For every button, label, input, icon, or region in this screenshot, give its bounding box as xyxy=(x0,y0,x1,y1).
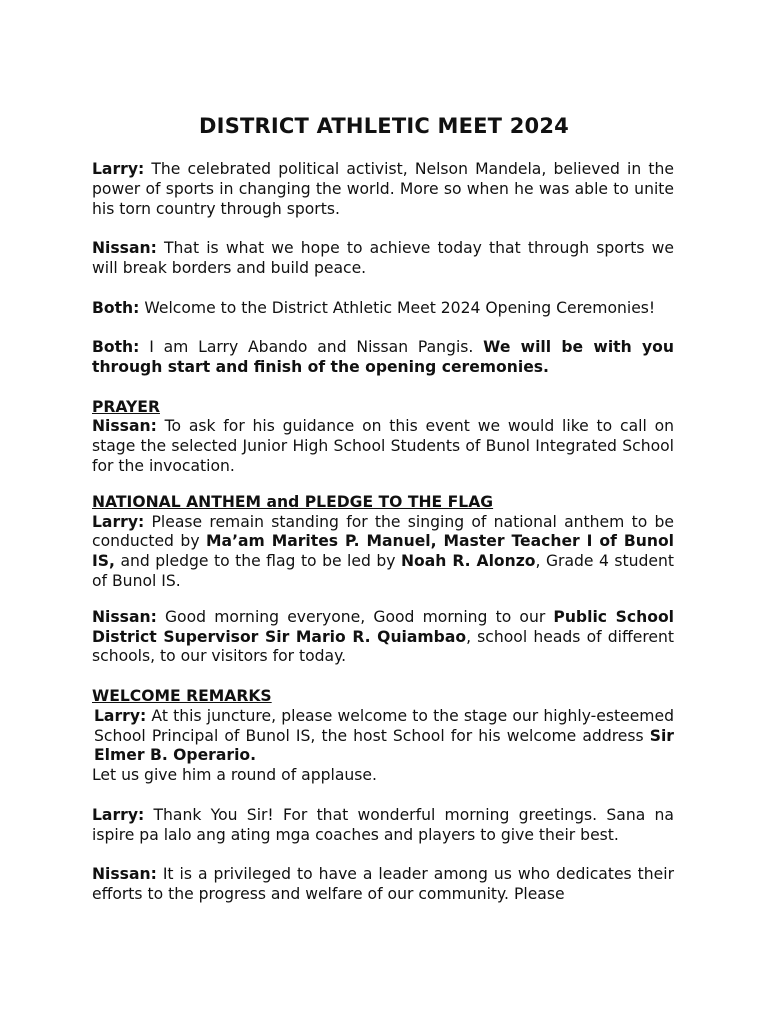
speaker-label: Larry: xyxy=(92,160,145,178)
paragraph-text: That is what we hope to achieve today that through sports we will break borders and build peace. xyxy=(92,239,674,277)
section-heading-anthem: NATIONAL ANTHEM and PLEDGE TO THE FLAG xyxy=(92,492,494,511)
paragraph-text: and pledge to the flag to be led by xyxy=(114,552,401,571)
document-title: DISTRICT ATHLETIC MEET 2024 xyxy=(199,114,569,138)
paragraph-anthem xyxy=(92,513,674,592)
speaker-label: Larry: xyxy=(92,512,145,531)
speaker-label: Larry: xyxy=(94,706,147,725)
paragraph-nissan-borders xyxy=(92,239,674,279)
paragraph-bold-text: Noah R. Alonzo xyxy=(400,552,536,571)
paragraph-text: , school heads of different schools, to our visitors for today. xyxy=(92,627,674,666)
paragraph-applause: Let us give him a round of applause. xyxy=(92,766,377,785)
paragraph-bold-text: Public School District Supervisor Sir Mario R. Quiambao xyxy=(92,607,675,646)
paragraph-nissan-privilege xyxy=(92,865,674,905)
paragraph-welcome xyxy=(92,707,674,766)
speaker-label: Nissan: xyxy=(92,239,157,258)
paragraph-larry-thanks xyxy=(92,806,674,846)
speaker-label: Nissan: xyxy=(92,607,157,626)
paragraph-bold-text: We will be with you through start and finish of the opening ceremonies. xyxy=(92,338,674,376)
speaker-label: Nissan: xyxy=(92,417,157,436)
paragraph-both-welcome xyxy=(92,299,674,319)
speaker-label: Larry: xyxy=(92,805,145,824)
paragraph-text: It is a privileged to have a leader among us who dedicates their efforts to the progress and welfare of our community. Please xyxy=(92,865,674,903)
section-heading-welcome: WELCOME REMARKS xyxy=(92,686,272,705)
speaker-label: Both: xyxy=(92,338,140,357)
paragraph-text: I am Larry Abando and Nissan Pangis. xyxy=(139,338,484,357)
paragraph-text: At this juncture, please welcome to the stage our highly-esteemed School Principal of Bunol IS, the host School for his welcome address xyxy=(94,706,674,745)
paragraph-text: Good morning everyone, Good morning to our xyxy=(156,607,554,626)
speaker-label: Both: xyxy=(92,298,140,317)
speaker-label: Nissan: xyxy=(92,865,157,884)
paragraph-text: Please remain standing for the singing of national anthem to be conducted by xyxy=(92,512,674,551)
paragraph-text: The celebrated political activist, Nelson Mandela, believed in the power of sports in changing the world. More so when he was able to unite his torn country through sports. xyxy=(92,160,674,218)
paragraph-text: Welcome to the District Athletic Meet 2024 Opening Ceremonies! xyxy=(139,298,656,317)
section-heading-prayer: PRAYER xyxy=(92,397,160,416)
paragraph-text: To ask for his guidance on this event we would like to call on stage the selected Junior High School Students of Bunol Integrated School for the invocation. xyxy=(92,417,674,475)
paragraph-bold-text: Sir Elmer B. Operario. xyxy=(94,726,674,765)
paragraph-prayer xyxy=(92,417,674,476)
document-body xyxy=(92,160,674,905)
paragraph-both-intro xyxy=(92,338,674,378)
paragraph-text: Thank You Sir! For that wonderful morning greetings. Sana na ispire pa lalo ang ating mga coaches and players to give their best. xyxy=(92,805,674,844)
paragraph-text: , Grade 4 student of Bunol IS. xyxy=(92,552,675,590)
paragraph-nissan-greeting xyxy=(92,608,674,667)
paragraph-larry-mandela xyxy=(92,160,674,219)
paragraph-bold-text: Ma’am Marites P. Manuel, Master Teacher I of Bunol IS, xyxy=(92,532,675,571)
